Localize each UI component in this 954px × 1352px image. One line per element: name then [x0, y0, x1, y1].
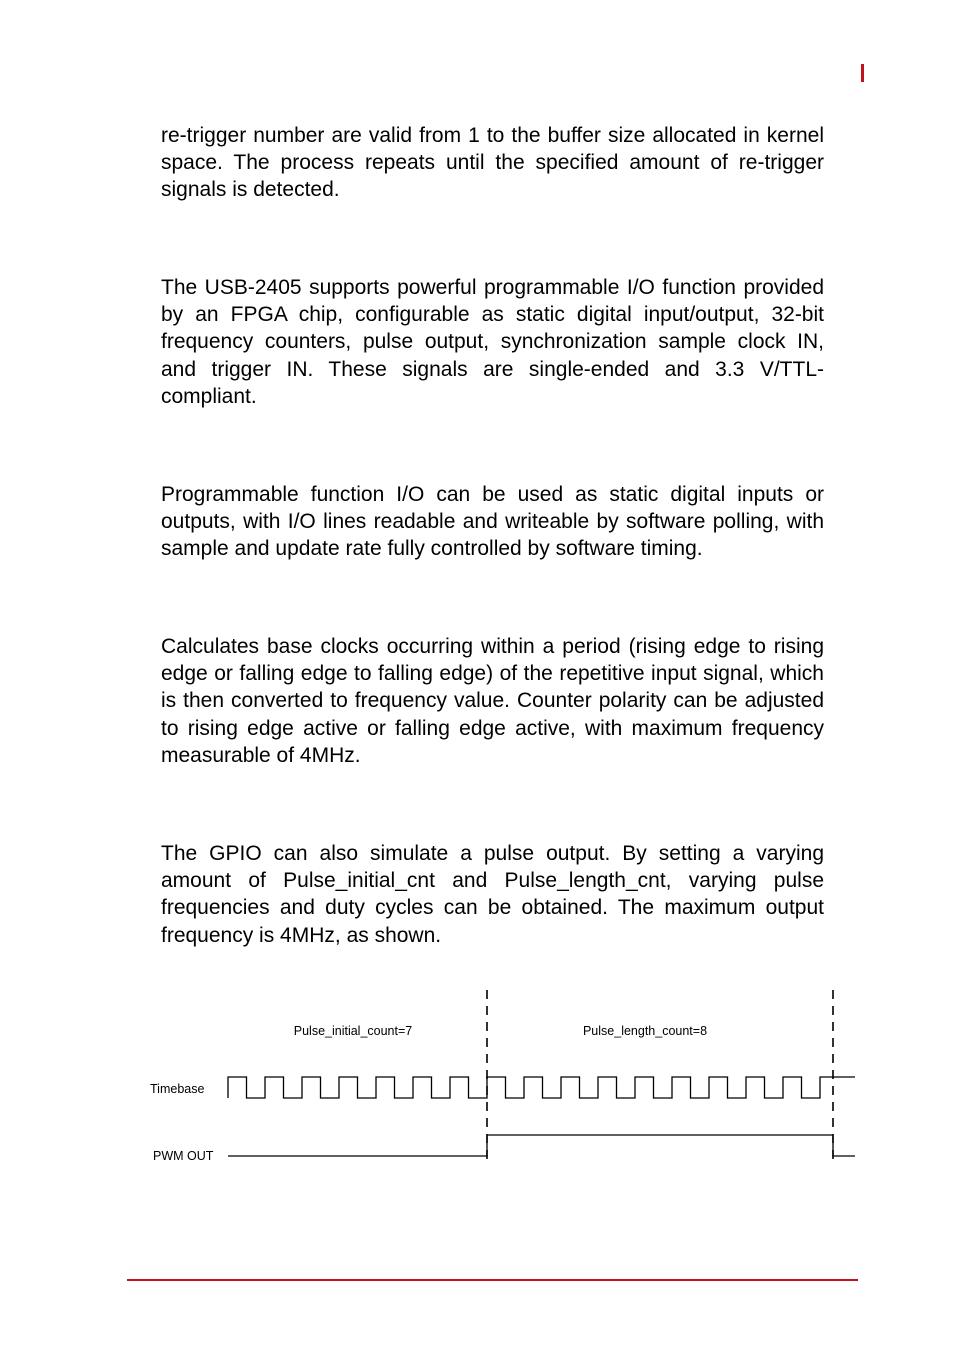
- pwm-out-signal-label: PWM OUT: [153, 1149, 214, 1163]
- timebase-signal-label: Timebase: [150, 1082, 205, 1096]
- paragraph-static-dio: Programmable function I/O can be used as static digital inputs or outputs, with I/O lines readable and writeable by software polling, with sample and update rate fully controlled by software timing.: [161, 483, 824, 561]
- timebase-waveform: [228, 1077, 855, 1098]
- paragraph-frequency-counter: Calculates base clocks occurring within a period (rising edge to rising edge or falling edge to falling edge) of the repetitive input signal, which is then converted to frequency value. Counter polarity can be adjusted to rising edge active or falling edge active, with maximum frequency measurable of 4MHz.: [161, 635, 824, 767]
- paragraph-programmable-io: The USB-2405 supports powerful programmable I/O function provided by an FPGA chip, configurable as static digital input/output, 32-bit frequency counters, pulse output, synchronization sample clock IN, and trigger IN. These signals are single-ended and 3.3 V/TTL-compliant.: [161, 276, 824, 408]
- pulse-length-count-label: Pulse_length_count=8: [582, 1024, 708, 1038]
- pulse-initial-count-label: Pulse_initial_count=7: [293, 1024, 413, 1038]
- pwm-out-waveform: [228, 1135, 855, 1156]
- footer-rule: [127, 1279, 858, 1281]
- paragraph-retrigger: re-trigger number are valid from 1 to the buffer size allocated in kernel space. The process repeats until the specified amount of re-trigger signals is detected.: [161, 124, 824, 202]
- paragraph-pulse-output: The GPIO can also simulate a pulse output. By setting a varying amount of Pulse_initial_cnt and Pulse_length_cnt, varying pulse frequencies and duty cycles can be obtained. The maximum output frequency is 4MHz, as shown.: [161, 842, 824, 947]
